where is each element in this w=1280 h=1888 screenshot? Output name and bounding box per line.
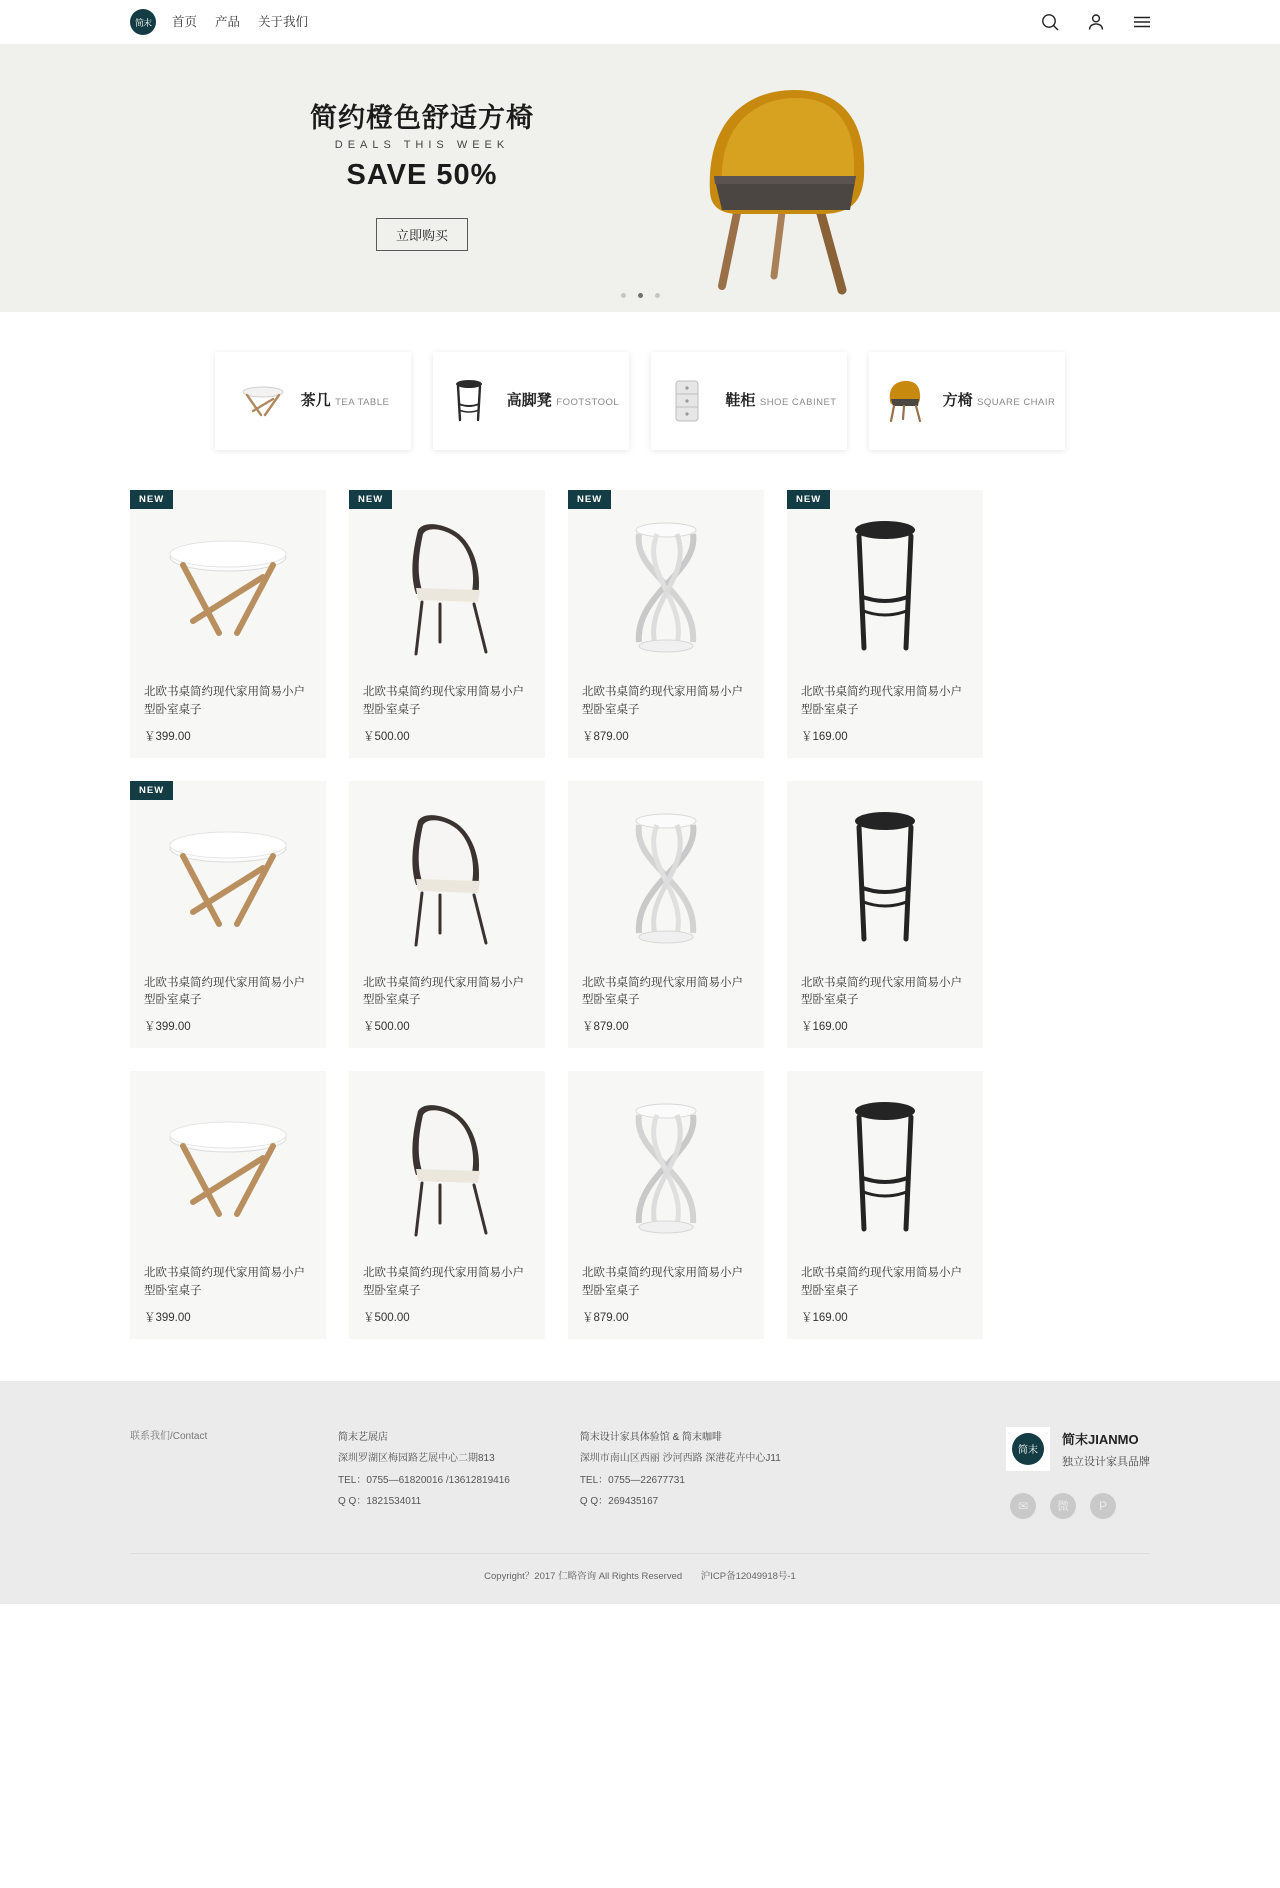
footer-brand-tagline: 独立设计家具品牌 — [1062, 1455, 1150, 1468]
site-header — [0, 0, 1280, 44]
product-title: 北欧书桌简约现代家用简易小户型卧室桌子 — [801, 686, 962, 716]
footer-qq-line: Q Q：1821534011 — [338, 1496, 422, 1508]
category-label-shoe-cabinet — [725, 391, 836, 411]
product-title: 北欧书桌简约现代家用简易小户型卧室桌子 — [582, 976, 743, 1007]
category-label-square-chair — [943, 391, 1056, 411]
buy-now-button[interactable]: 立即购买 — [376, 218, 468, 251]
category-en: SHOE CABINET — [759, 397, 837, 409]
product-card[interactable] — [349, 781, 545, 1049]
product-price: ￥399.00 — [144, 1311, 191, 1324]
copyright-text: Copyright？2017 仁略咨询 All Rights Reserved — [484, 1570, 683, 1582]
footer-tel-line: TEL：0755—22677731 — [579, 1474, 685, 1486]
category-cn: 茶几 — [300, 392, 331, 410]
round-table-icon — [130, 1083, 326, 1257]
product-price: ￥500.00 — [363, 1311, 410, 1324]
product-price: ￥879.00 — [582, 730, 629, 743]
search-icon[interactable] — [1040, 12, 1060, 32]
footstool-icon — [443, 373, 495, 429]
footer-address-line: 深圳市南山区西丽 沙河西路 深港花卉中心J11 — [579, 1453, 781, 1465]
product-card[interactable] — [130, 781, 326, 1049]
product-price: ￥879.00 — [582, 1021, 629, 1034]
nav-item-about[interactable]: 关于我们 — [258, 14, 309, 29]
copyright-bar — [130, 1553, 1150, 1582]
armchair-icon — [349, 502, 545, 676]
menu-icon[interactable] — [1132, 12, 1152, 32]
product-price: ￥169.00 — [801, 730, 848, 743]
carousel-dot-2[interactable] — [638, 293, 643, 298]
round-table-icon — [130, 502, 326, 676]
ribbon-stool-icon — [568, 1083, 764, 1257]
category-card-shoe-cabinet[interactable] — [651, 352, 847, 450]
product-title: 北欧书桌简约现代家用简易小户型卧室桌子 — [363, 976, 524, 1007]
hero-chair-image — [670, 80, 900, 298]
product-title: 北欧书桌简约现代家用简易小户型卧室桌子 — [144, 1267, 305, 1298]
bar-stool-icon — [787, 1083, 983, 1257]
footer-store-name: 简末设计家具体验馆 & 简末咖啡 — [579, 1431, 723, 1443]
user-icon[interactable] — [1086, 12, 1106, 32]
weibo-icon[interactable]: 微 — [1050, 1493, 1076, 1519]
product-title: 北欧书桌简约现代家用简易小户型卧室桌子 — [582, 1267, 743, 1298]
square-chair-icon — [879, 373, 931, 429]
pinterest-icon[interactable]: P — [1090, 1493, 1116, 1519]
product-title: 北欧书桌简约现代家用简易小户型卧室桌子 — [363, 686, 524, 716]
product-title: 北欧书桌简约现代家用简易小户型卧室桌子 — [144, 686, 305, 716]
hero-text-block — [272, 96, 572, 251]
product-title: 北欧书桌简约现代家用简易小户型卧室桌子 — [582, 686, 743, 716]
hero-discount: SAVE 50% — [346, 159, 498, 191]
category-cn: 鞋柜 — [725, 392, 756, 410]
site-footer — [0, 1381, 1280, 1604]
nav-item-products[interactable]: 产品 — [215, 14, 241, 29]
product-card[interactable] — [568, 490, 764, 758]
main-nav — [172, 16, 308, 29]
product-price: ￥500.00 — [363, 1021, 410, 1034]
category-card-tea-table[interactable] — [215, 352, 411, 450]
nav-item-home[interactable]: 首页 — [172, 14, 198, 29]
bar-stool-icon — [787, 502, 983, 676]
footer-tel-line: TEL：0755—61820016 /13612819416 — [338, 1474, 510, 1486]
product-price: ￥169.00 — [801, 1021, 848, 1034]
header-icon-group — [1040, 12, 1152, 32]
category-card-footstool[interactable] — [433, 352, 629, 450]
footer-address-block-1 — [338, 1427, 510, 1519]
footer-brand-name: 简末JIANMO — [1062, 1431, 1139, 1447]
product-card[interactable] — [130, 1071, 326, 1339]
icp-number[interactable]: 沪ICP备12049918号-1 — [700, 1570, 796, 1582]
ribbon-stool-icon — [568, 502, 764, 676]
footer-brand-block — [1006, 1427, 1150, 1519]
ribbon-stool-icon — [568, 793, 764, 967]
footer-brand-text — [1062, 1429, 1150, 1469]
hero-subtitle: DEALS THIS WEEK — [334, 139, 510, 151]
brand-logo[interactable] — [130, 9, 156, 35]
carousel-dot-1[interactable] — [621, 293, 626, 298]
bar-stool-icon — [787, 793, 983, 967]
product-card[interactable] — [349, 1071, 545, 1339]
product-card[interactable] — [568, 781, 764, 1049]
footer-address-block-2 — [580, 1427, 781, 1519]
category-label-footstool — [507, 391, 619, 411]
carousel-dots — [0, 293, 1280, 298]
category-cn: 高脚凳 — [506, 392, 552, 410]
brand-logo-text: 简末 — [134, 17, 151, 28]
status-badge: NEW — [130, 490, 173, 509]
category-bar — [0, 312, 1280, 450]
footer-contact-heading — [130, 1427, 338, 1519]
product-card[interactable] — [787, 490, 983, 758]
footer-contact-en: /Contact — [170, 1430, 208, 1442]
product-price: ￥399.00 — [144, 730, 191, 743]
product-price: ￥500.00 — [363, 730, 410, 743]
product-card[interactable] — [568, 1071, 764, 1339]
category-en: SQUARE CHAIR — [977, 397, 1056, 409]
product-title: 北欧书桌简约现代家用简易小户型卧室桌子 — [363, 1267, 524, 1298]
shoe-cabinet-icon — [661, 373, 713, 429]
product-price: ￥169.00 — [801, 1311, 848, 1324]
wechat-icon[interactable]: ✉ — [1010, 1493, 1036, 1519]
status-badge: NEW — [349, 490, 392, 509]
category-en: FOOTSTOOL — [556, 397, 620, 409]
product-price: ￥879.00 — [582, 1311, 629, 1324]
footer-social-group — [1010, 1493, 1116, 1519]
footer-contact-cn: 联系我们 — [130, 1430, 170, 1442]
hero-title: 简约橙色舒适方椅 — [310, 103, 534, 133]
product-card[interactable] — [787, 1071, 983, 1339]
round-table-icon — [130, 793, 326, 967]
status-badge: NEW — [130, 781, 173, 800]
armchair-icon — [349, 1083, 545, 1257]
footer-logo-text: 简末 — [1012, 1433, 1044, 1465]
armchair-icon — [349, 793, 545, 967]
footer-logo — [1006, 1427, 1050, 1471]
product-card[interactable] — [349, 490, 545, 758]
product-title: 北欧书桌简约现代家用简易小户型卧室桌子 — [801, 1267, 962, 1298]
status-badge: NEW — [787, 490, 830, 509]
product-grid — [0, 450, 1280, 1339]
product-title: 北欧书桌简约现代家用简易小户型卧室桌子 — [801, 976, 962, 1007]
status-badge: NEW — [568, 490, 611, 509]
category-cn: 方椅 — [942, 392, 973, 410]
product-card[interactable] — [130, 490, 326, 758]
product-title: 北欧书桌简约现代家用简易小户型卧室桌子 — [144, 976, 305, 1007]
category-card-square-chair[interactable] — [869, 352, 1065, 450]
product-price: ￥399.00 — [144, 1021, 191, 1034]
hero-banner — [0, 44, 1280, 312]
product-card[interactable] — [787, 781, 983, 1049]
category-en: TEA TABLE — [335, 397, 390, 409]
carousel-dot-3[interactable] — [655, 293, 660, 298]
category-label-tea-table — [301, 391, 390, 411]
footer-address-line: 深圳罗湖区梅园路艺展中心二期813 — [338, 1453, 495, 1465]
tea-table-icon — [237, 373, 289, 429]
footer-store-name: 简末艺展店 — [338, 1431, 388, 1443]
footer-qq-line: Q Q：269435167 — [579, 1496, 659, 1508]
